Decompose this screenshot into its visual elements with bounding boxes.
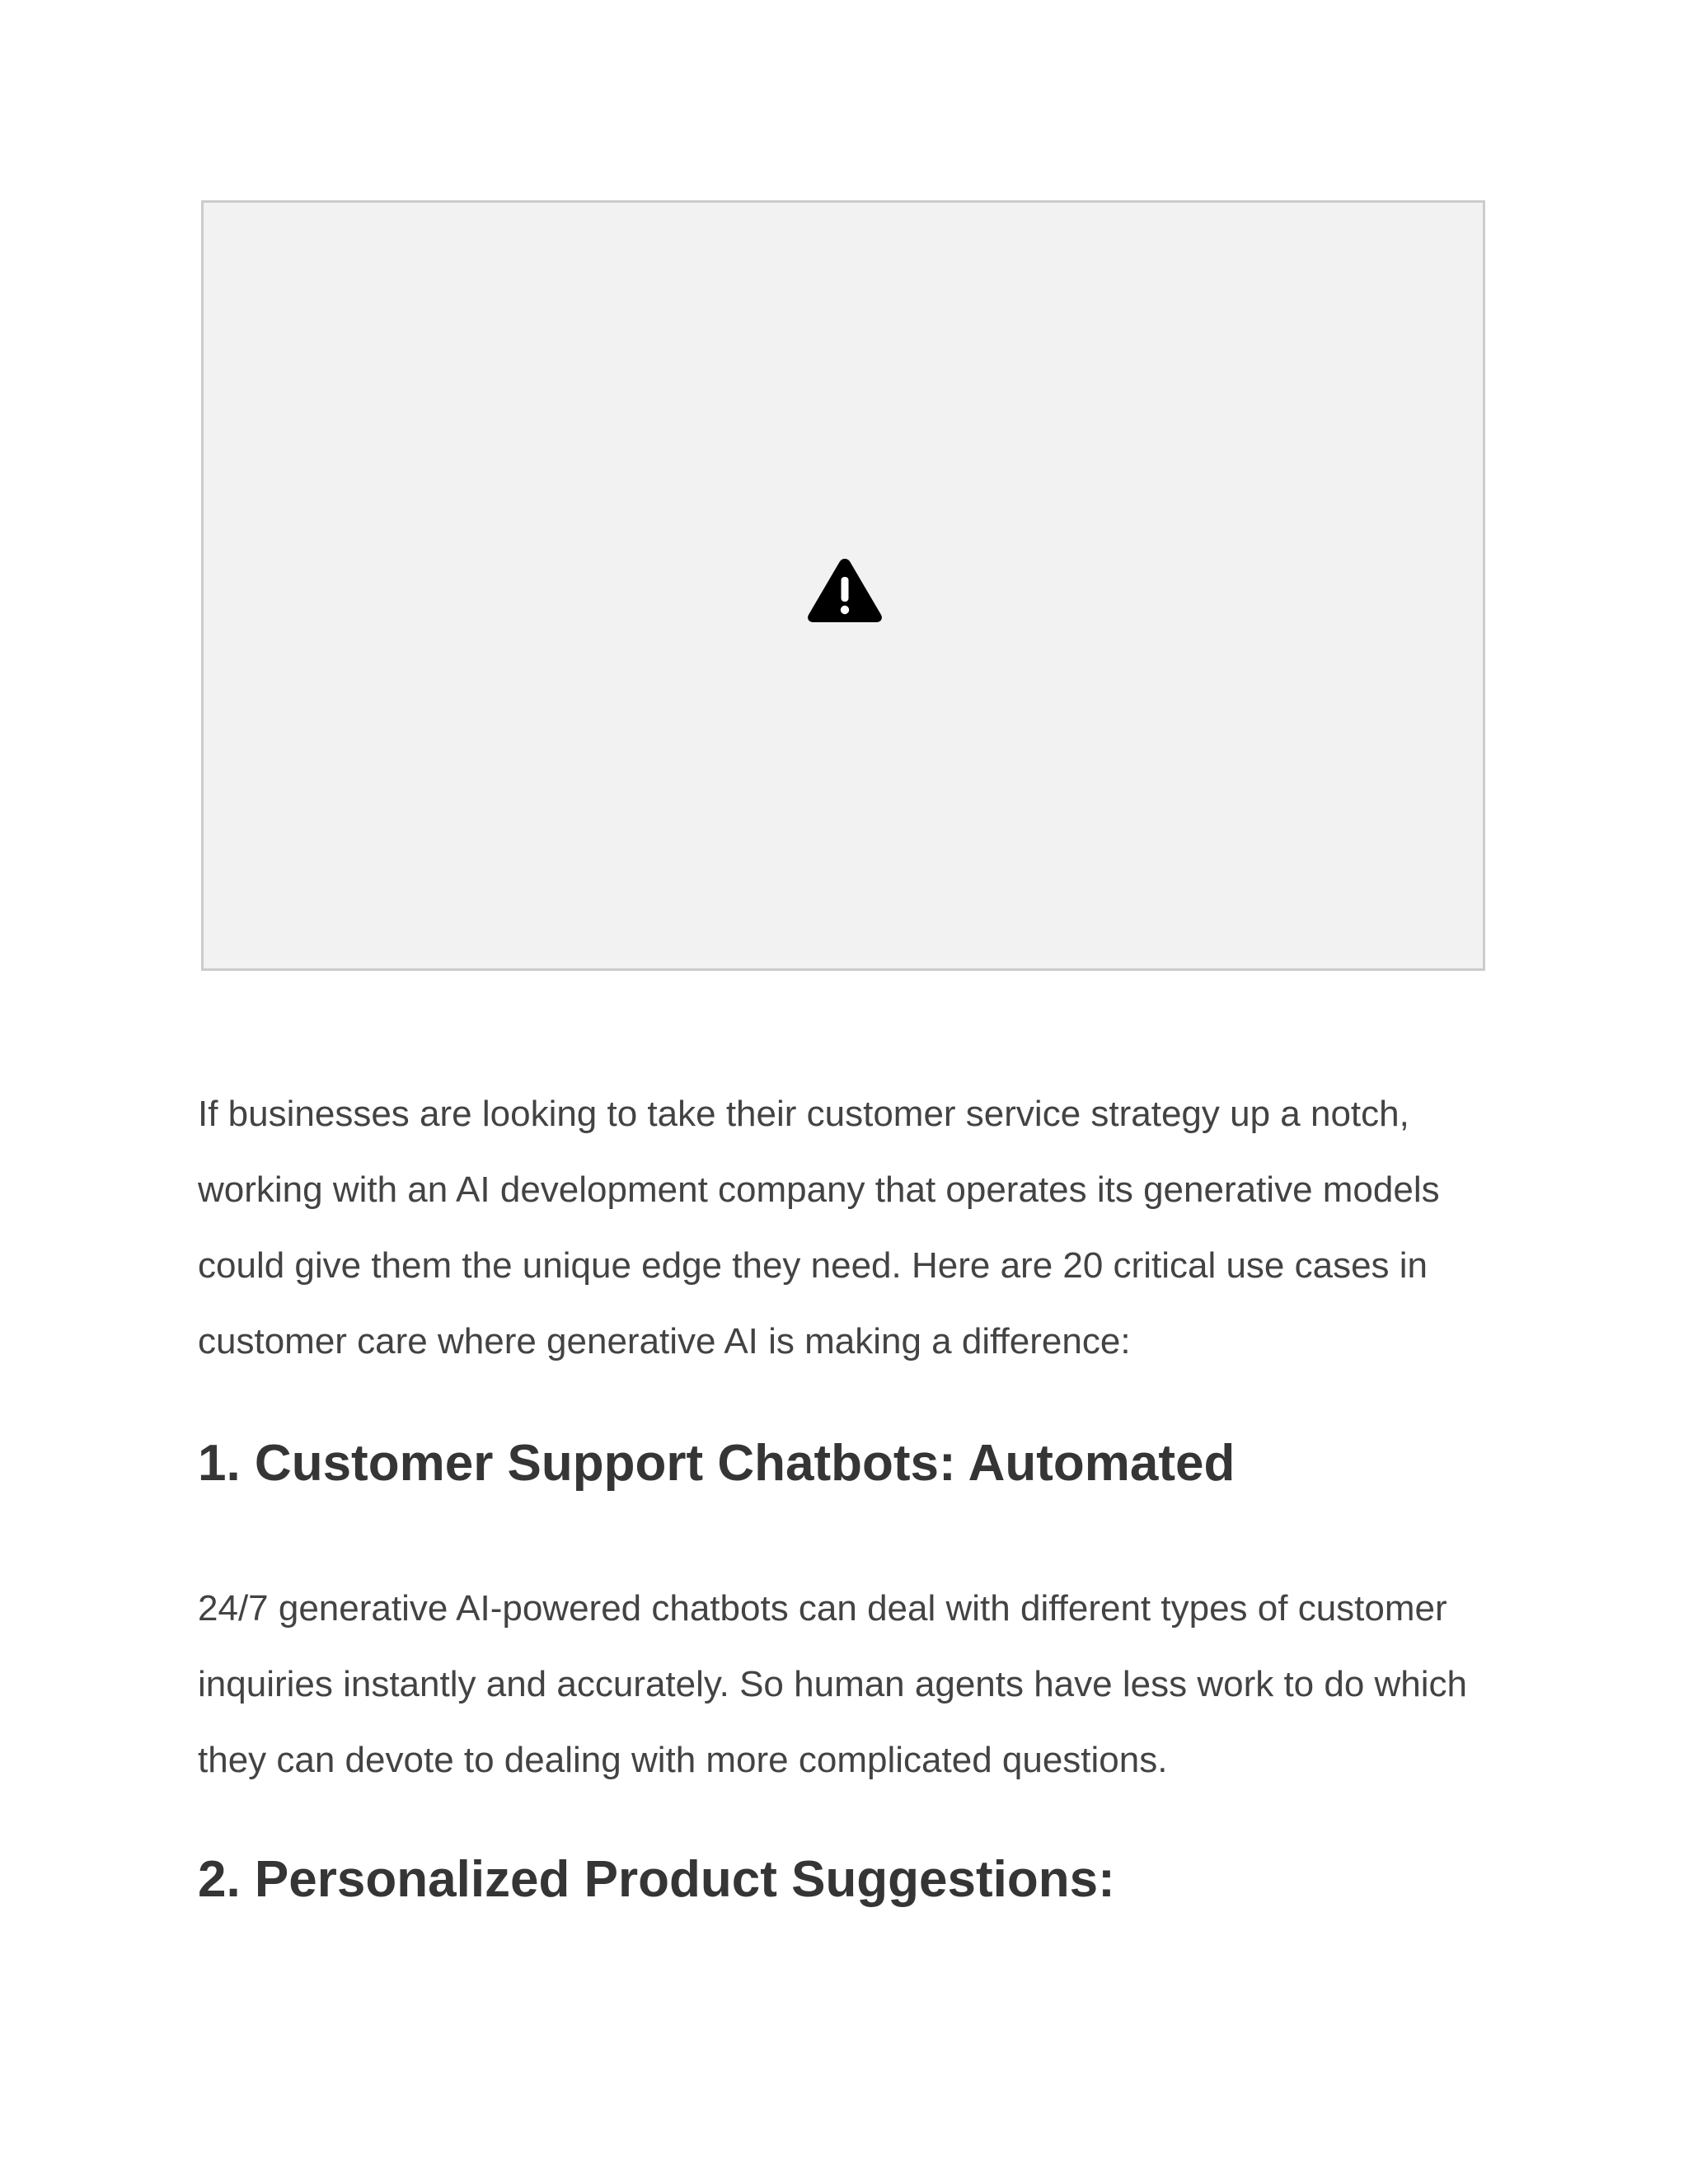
section-heading-1: 1. Customer Support Chatbots: Automated: [198, 1435, 1236, 1492]
intro-paragraph: If businesses are looking to take their customer service strategy up a notch, working with an AI development company that operates its generative models could give them the unique edge they need. Here are 20 critical use cases in customer care where generative AI is making a difference:: [198, 1094, 1440, 1361]
section-body-1: 24/7 generative AI-powered chatbots can deal with different types of customer inquiries instantly and accurately. So human agents have less work to do which they can devote to dealing with more complicated questions.: [198, 1588, 1468, 1780]
broken-image-placeholder: [201, 200, 1485, 971]
warning-icon: [806, 555, 884, 625]
section-heading-2: 2. Personalized Product Suggestions:: [198, 1851, 1115, 1908]
